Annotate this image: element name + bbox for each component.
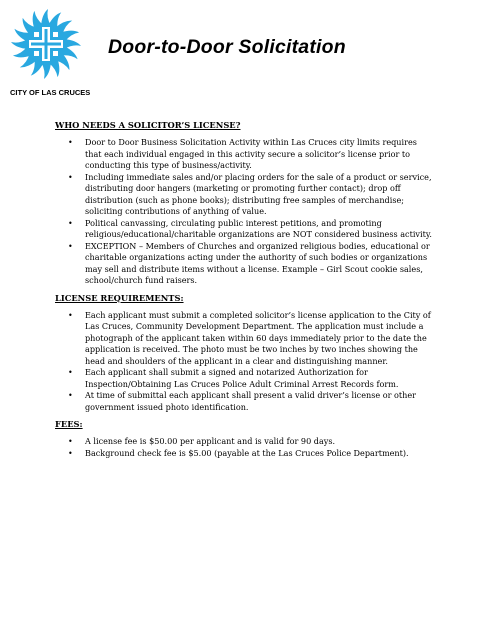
list-item-text: Background check fee is $5.00 (payable at the Las Cruces Police Department). xyxy=(85,447,409,458)
bullet-icon: • xyxy=(68,218,73,228)
list-item-text: Door to Door Business Solicitation Activity within Las Cruces city limits requires that each individual engaged in this activity secure a solicitor’s license prior to conducting this type of business/activity. xyxy=(85,137,417,170)
section-heading: FEES: xyxy=(55,419,83,429)
section-fees xyxy=(55,419,435,459)
list-item xyxy=(55,241,435,287)
city-logo xyxy=(8,8,108,97)
list-item-text: EXCEPTION – Members of Churches and organized religious bodies, educational or charitable organizations acting under the authority of such bodies or organizations may sell and distribute items without a license. Example – Girl Scout cookie sales, school/church fund raisers. xyxy=(85,240,430,285)
bullet-icon: • xyxy=(68,138,73,147)
list-item-text: Each applicant shall submit a signed and notarized Authorization for Inspection/Obtaining Las Cruces Police Adult Criminal Arrest Records form. xyxy=(85,367,399,389)
logo-caption: CITY OF LAS CRUCES xyxy=(10,88,91,97)
page-title: Door-to-Door Solicitation xyxy=(108,36,346,58)
section-who-needs-license xyxy=(55,120,435,287)
bullet-list xyxy=(55,310,435,414)
list-item-text: Political canvassing, circulating public interest petitions, and promoting religious/educational/charitable organizations are NOT considered business activity. xyxy=(85,217,432,239)
list-item-text: Including immediate sales and/or placing orders for the sale of a product or service, distributing door hangers (marketing or promoting further contact); drop off distribution (such as phone books); distributing free samples of merchandise; soliciting contributions of anything of value. xyxy=(85,171,432,216)
section-license-requirements xyxy=(55,293,435,414)
list-item xyxy=(55,218,435,241)
section-heading: WHO NEEDS A SOLICITOR’S LICENSE? xyxy=(55,120,241,130)
bullet-icon: • xyxy=(68,310,73,320)
list-item xyxy=(55,436,435,448)
document-body xyxy=(55,120,435,465)
bullet-icon: • xyxy=(68,368,73,377)
list-item xyxy=(55,390,435,413)
bullet-icon: • xyxy=(68,241,73,251)
sun-cross-logo-icon xyxy=(10,8,82,80)
bullet-list xyxy=(55,137,435,287)
bullet-icon: • xyxy=(68,437,73,446)
list-item xyxy=(55,137,435,172)
bullet-icon: • xyxy=(68,172,73,182)
list-item xyxy=(55,310,435,368)
list-item xyxy=(55,172,435,218)
bullet-list xyxy=(55,436,435,459)
bullet-icon: • xyxy=(68,391,73,400)
list-item-text: Each applicant must submit a completed solicitor’s license application to the City of Las Cruces, Community Development Department. The application must include a photograph of the applicant taken within 60 days immediately prior to the date the application is received. The photo must be two inches by two inches showing the head and shoulders of the applicant in a clear and distinguishing manner. xyxy=(85,309,431,366)
bullet-icon: • xyxy=(68,448,73,458)
list-item xyxy=(55,367,435,390)
list-item-text: A license fee is $50.00 per applicant and is valid for 90 days. xyxy=(85,436,336,446)
list-item-text: At time of submittal each applicant shall present a valid driver’s license or other government issued photo identification. xyxy=(85,390,417,412)
list-item xyxy=(55,448,435,460)
section-heading: LICENSE REQUIREMENTS: xyxy=(55,292,184,303)
